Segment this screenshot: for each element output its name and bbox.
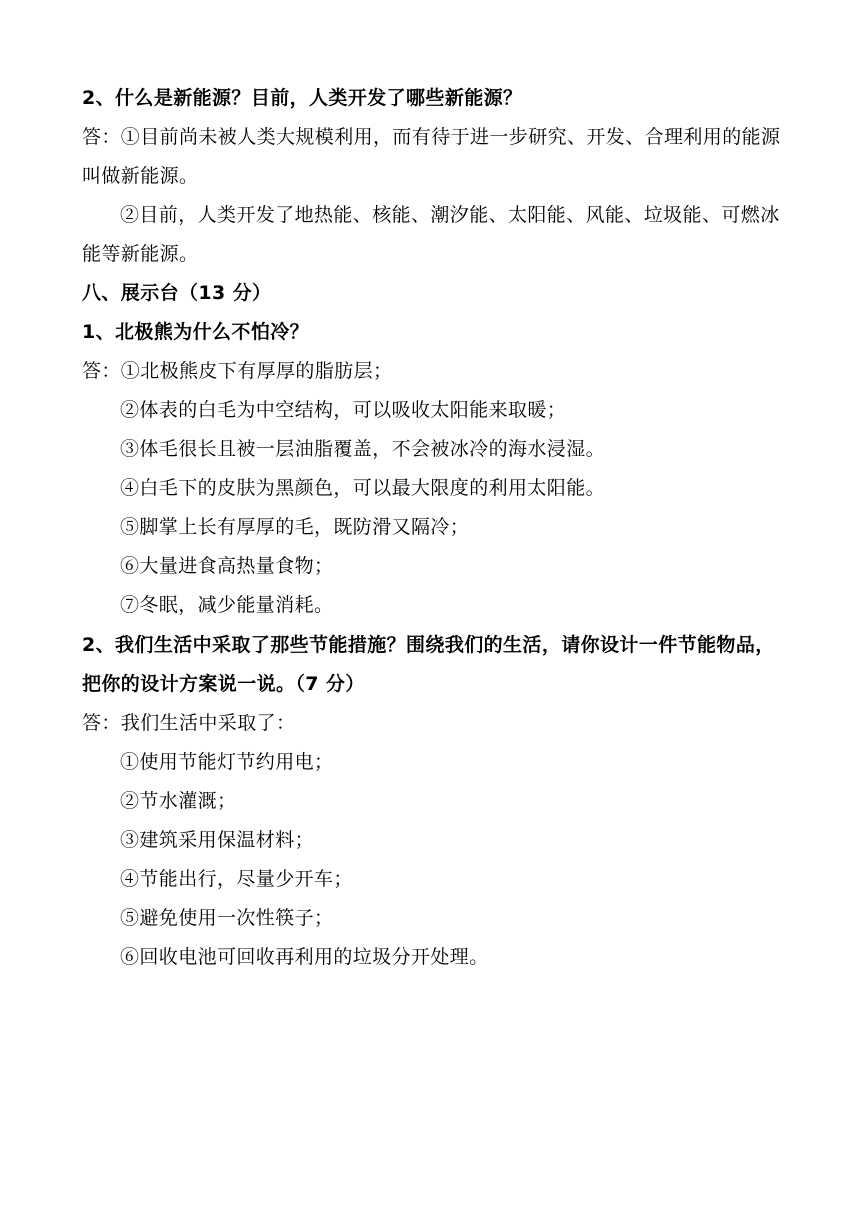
answer-polar-bear-item: ④白毛下的皮肤为黑颜色，可以最大限度的利用太阳能。 [120, 477, 606, 499]
answer-energy-saving-item: ④节能出行，尽量少开车； [120, 868, 353, 890]
answer-energy-saving-prefix: 答：我们生活中采取了： [82, 712, 296, 734]
answer-energy-saving-item: ⑤避免使用一次性筷子； [120, 907, 334, 929]
question-energy-saving-title-line-2: 把你的设计方案说一说。（7 分） [82, 673, 365, 695]
answer-new-energy-line-3: ②目前，人类开发了地热能、核能、潮汐能、太阳能、风能、垃圾能、可燃冰 [120, 204, 780, 226]
answer-polar-bear-item: ⑤脚掌上长有厚厚的毛，既防滑又隔冷； [120, 516, 470, 538]
answer-new-energy-line-4: 能等新能源。 [82, 243, 199, 265]
question-new-energy-title: 2、什么是新能源？目前，人类开发了哪些新能源？ [82, 87, 523, 109]
answer-new-energy-line-1: 答：①目前尚未被人类大规模利用，而有待于进一步研究、开发、合理利用的能源 [82, 126, 781, 148]
answer-energy-saving-item: ③建筑采用保温材料； [120, 829, 315, 851]
answer-energy-saving-item: ②节水灌溉； [120, 790, 237, 812]
question-polar-bear-title: 1、北极熊为什么不怕冷？ [82, 321, 310, 343]
answer-energy-saving-item: ①使用节能灯节约用电； [120, 751, 334, 773]
section-heading: 八、展示台（13 分） [82, 282, 272, 304]
answer-polar-bear-item: ③体毛很长且被一层油脂覆盖，不会被冰冷的海水浸湿。 [120, 438, 606, 460]
question-energy-saving-title-line-1: 2、我们生活中采取了那些节能措施？围绕我们的生活，请你设计一件节能物品， [82, 634, 775, 656]
answer-polar-bear-item: ⑥大量进食高热量食物； [120, 555, 334, 577]
answer-polar-bear-item: ⑦冬眠，减少能量消耗。 [120, 594, 334, 616]
answer-polar-bear-first: 答：①北极熊皮下有厚厚的脂肪层； [82, 360, 393, 382]
answer-energy-saving-item: ⑥回收电池可回收再利用的垃圾分开处理。 [120, 946, 489, 968]
answer-polar-bear-item: ②体表的白毛为中空结构，可以吸收太阳能来取暖； [120, 399, 567, 421]
answer-new-energy-line-2: 叫做新能源。 [82, 165, 199, 187]
